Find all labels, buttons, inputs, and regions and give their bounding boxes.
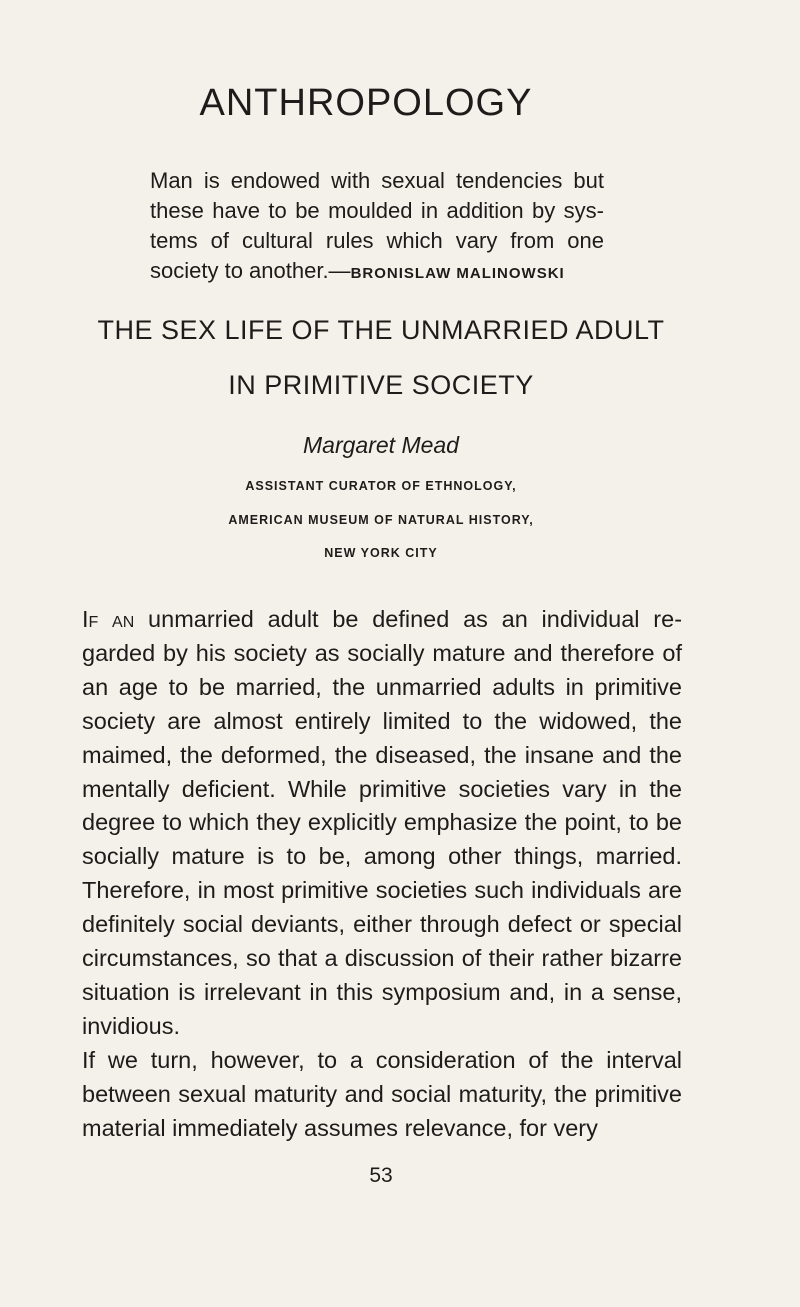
paragraph-lead-smallcaps: If an (82, 606, 135, 632)
article-title (0, 303, 762, 413)
paragraph-1-text: unmarried adult be defined as an individual regarded by his society as socially mature and therefore of an age to be married, the unmarried adults in primitive society are almost entirely limited to the widowed, the maimed, the deformed, the diseased, the insane and the mentally deficient. While primitive societies vary in the degree to which they explicitly emphasize the point, to be socially mature is to be, among other things, married. Therefore, in most primitive societies such individuals are definitely social deviants, either through defect or special circumstances, so that a discussion of their rather bizarre situation is irrelevant in this symposium and, in a sense, invidious. (82, 606, 683, 1039)
article-title-line-1: THE SEX LIFE OF THE UNMARRIED ADULT (97, 315, 665, 345)
body-paragraph-1 (82, 603, 682, 1044)
epigraph-attribution: BRONISLAW MALINOWSKI (350, 265, 565, 282)
epigraph (150, 166, 604, 289)
body-paragraph-2: If we turn, however, to a consideration of the interval between sexual maturity and social maturity, the primitive material immediately assumes relevance, for very (82, 1046, 682, 1141)
epigraph-text: Man is endowed with sexual tendencies but these have to be moulded in addition by systems of cultural rules which vary from one society to another.— (150, 168, 604, 283)
article-body (82, 603, 682, 1146)
author-name: Margaret Mead (303, 432, 459, 458)
page-number: 53 (369, 1164, 393, 1187)
section-heading: ANTHROPOLOGY (199, 82, 533, 124)
article-title-line-2: IN PRIMITIVE SOCIETY (228, 370, 534, 400)
author-affiliation-line-3: NEW YORK CITY (324, 546, 438, 560)
author-affiliation-line-2: AMERICAN MUSEUM OF NATURAL HISTORY, (228, 513, 534, 527)
author-affiliation-line-1: ASSISTANT CURATOR OF ETHNOLOGY, (245, 479, 517, 493)
